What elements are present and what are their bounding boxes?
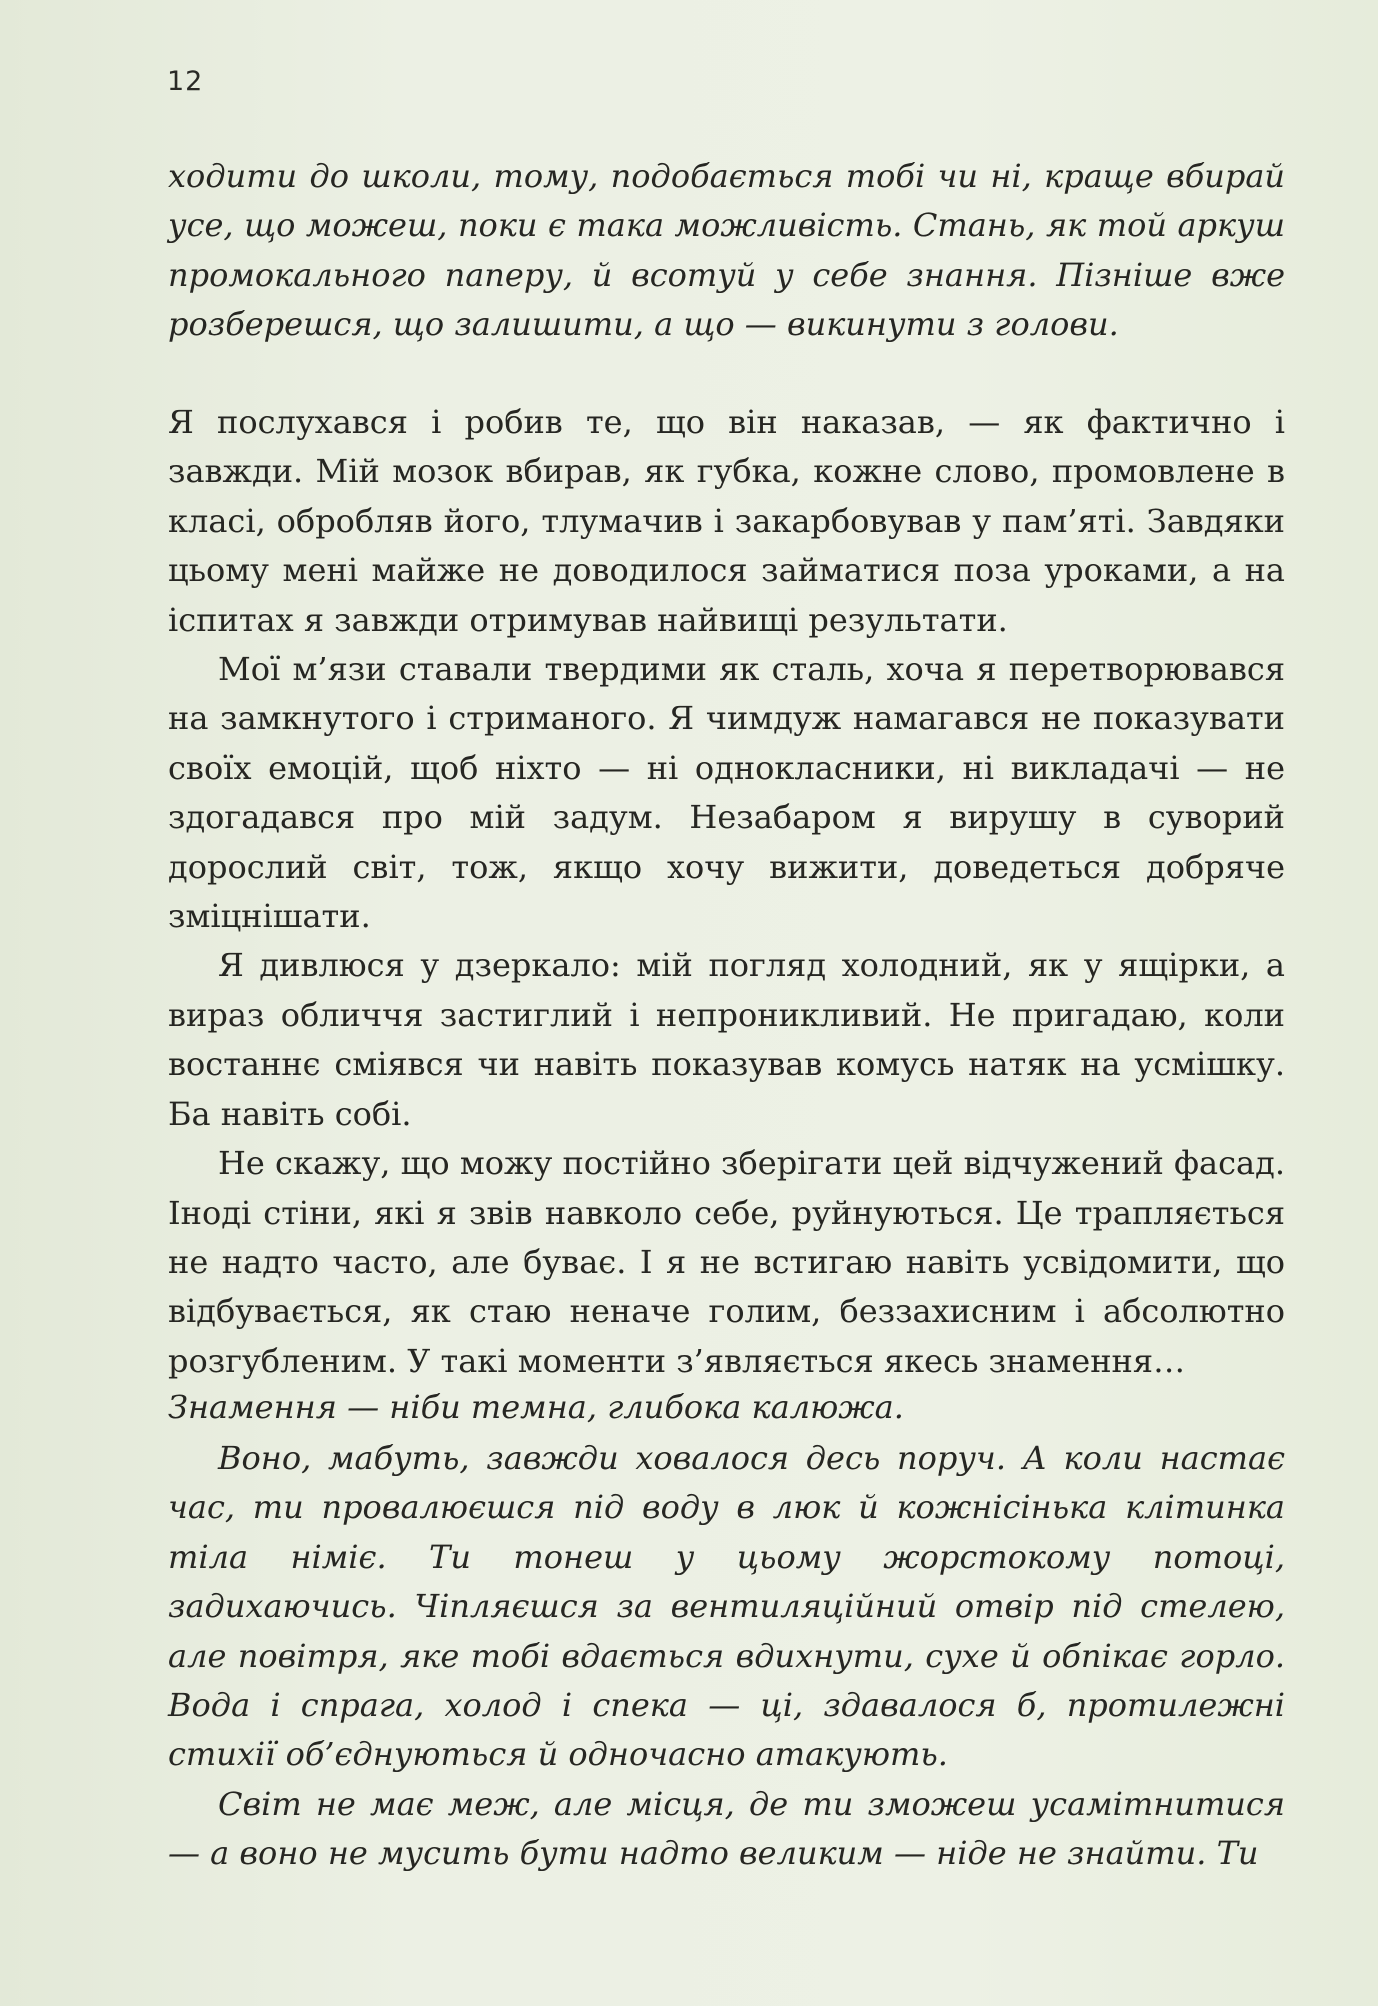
italic-paragraph: Воно, мабуть, завжди ховалося десь поруч. А коли настає час, ти провалюєшся під воду в люк й кожнісінька клітинка тіла німіє. Ти тонеш у цьому жорстокому потоці, задихаючись. Чіпляєшся за вентиляційний отвір під стелею, але повітря, яке тобі вдається вдихнути, сухе й обпікає горло. Вода і спрага, холод і спека — ці, здавалося б, протилежні стихії об’єднуються й одночасно атакують. xyxy=(168,1439,1285,1774)
italic-heading-section xyxy=(168,1383,1285,1432)
italic-heading: Знамення — ніби темна, глибока калюжа. xyxy=(168,1388,904,1426)
narrative-section xyxy=(168,398,1285,1386)
page-number: 12 xyxy=(167,66,204,97)
opening-italic-section xyxy=(168,152,1285,350)
paragraph: Не скажу, що можу постійно зберігати цей відчужений фасад. Іноді стіни, які я звів навколо себе, руйнуються. Це трапляється не надто часто, але буває. І я не встигаю навіть усвідомити, що відбувається, як стаю неначе голим, беззахисним і абсолютно розгубленим. У такі моменти з’являється якесь знамення… xyxy=(168,1144,1285,1380)
italic-paragraph: Світ не має меж, але місця, де ти зможеш усамітнитися — а воно не мусить бути надто великим — ніде не знайти. Ти xyxy=(168,1784,1285,1873)
italic-section xyxy=(168,1434,1285,1879)
opening-italic-paragraph: ходити до школи, тому, подобається тобі чи ні, краще вбирай усе, що можеш, поки є така можливість. Стань, як той аркуш промокального паперу, й всотуй у себе знання. Пізніше вже розберешся, що залишити, а що — викинути з голови. xyxy=(168,157,1285,344)
paragraph: Я дивлюся у дзеркало: мій погляд холодний, як у ящірки, а вираз обличчя застиглий і непроникливий. Не пригадаю, коли востаннє сміявся чи навіть показував комусь натяк на усмішку. Ба навіть собі. xyxy=(168,946,1285,1133)
paragraph: Я послухався і робив те, що він наказав, — як фактично і завжди. Мій мозок вбирав, як губка, кожне слово, промовлене в класі, обробляв його, тлумачив і закарбовував у пам’яті. Завдяки цьому мені майже не доводилося займатися поза уроками, а на іспитах я завжди отримував найвищі результати. xyxy=(168,403,1285,639)
paragraph: Мої м’язи ставали твердими як сталь, хоча я перетворювався на замкнутого і стриманого. Я чимдуж намагався не показувати своїх емоцій, щоб ніхто — ні однокласники, ні викладачі — не здогадався про мій задум. Незабаром я вирушу в суворий дорослий світ, тож, якщо хочу вижити, доведеться добряче зміцнішати. xyxy=(168,650,1285,936)
